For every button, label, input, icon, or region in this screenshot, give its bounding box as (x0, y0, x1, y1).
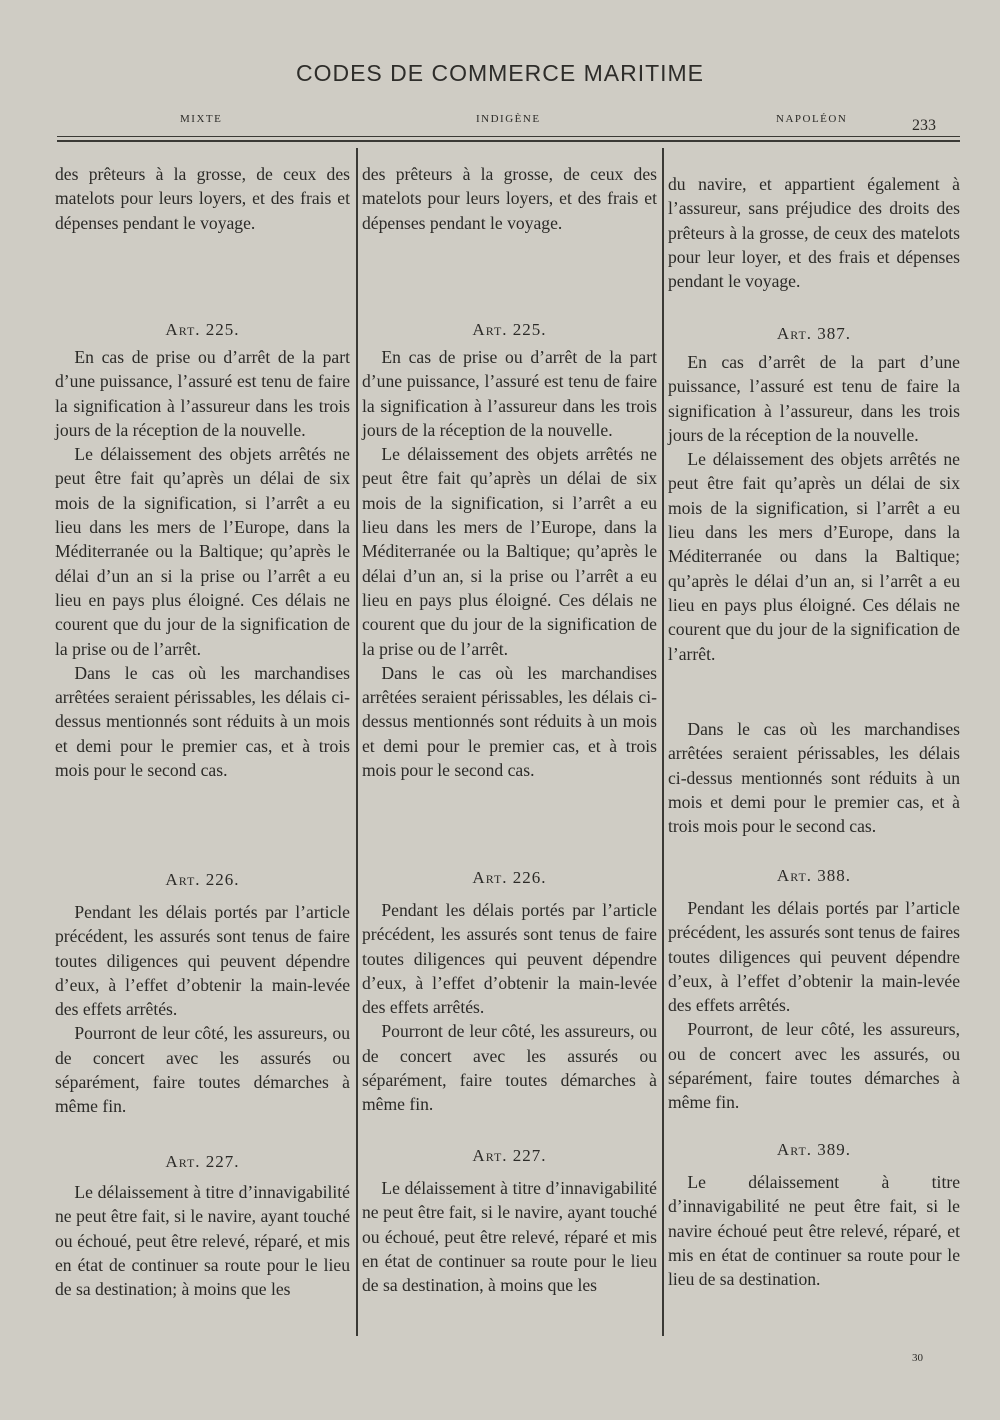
article-heading: Art. 227. (472, 1146, 547, 1165)
paragraph: En cas d’arrêt de la part d’une puissance, l’assuré est tenu de faire la signification à l’assureur, dans les trois jours de la réception de la nouvelle. (668, 352, 960, 445)
article-heading: Art. 226. (472, 868, 547, 887)
header-rule (57, 136, 960, 137)
paragraph: Pourront de leur côté, les assureurs, ou de concert avec les assurés ou séparément, faire toutes démarches à même fin. (362, 1021, 657, 1115)
page-title: CODES DE COMMERCE MARITIME (295, 60, 705, 86)
column-divider (662, 148, 664, 1336)
article-heading: Art. 225. (472, 320, 547, 339)
opening-text (668, 172, 960, 293)
article-body (362, 345, 657, 782)
paragraph: des prêteurs à la grosse, de ceux des matelots pour leurs loyers, et des frais et dépenses pendant le voyage. (55, 164, 350, 233)
column-divider (356, 148, 358, 1336)
paragraph: Pendant les délais portés par l’article précédent, les assurés sont tenus de faire toutes diligences qui peuvent dépendre d’eux, à l’effet d’obtenir la main-levée des effets arrêtés. (55, 902, 350, 1020)
column-label-mixte: MIXTE (180, 113, 223, 125)
paragraph: Pendant les délais portés par l’article précédent, les assurés sont tenus de faires toutes diligences qui peuvent dépendre d’eux, à l’effet d’obtenir la main-levée des effets arrêtés. (668, 898, 960, 1016)
paragraph: Pourront de leur côté, les assureurs, ou de concert avec les assurés ou séparément, faire toutes démarches à même fin. (55, 1023, 350, 1117)
paragraph: Pendant les délais portés par l’article précédent, les assurés sont tenus de faire toutes diligences qui peuvent dépendre d’eux, à l’effet d’obtenir la main-levée des effets arrêtés. (362, 900, 657, 1018)
article-body (55, 1180, 350, 1301)
article-heading: Art. 226. (165, 870, 240, 889)
paragraph: Le délaissement à titre d’innavigabilité ne peut être fait, si le navire, ayant touché ou échoué, peut être relevé, réparé et mis en état de continuer sa route pour le lieu de sa destination, à moins que les (362, 1178, 657, 1296)
article-body (668, 896, 960, 1115)
article-body (668, 350, 960, 666)
signature-mark: 30 (912, 1352, 923, 1364)
article-body (668, 717, 960, 838)
paragraph: Pourront, de leur côté, les assureurs, ou de concert avec les assurés, ou séparément, faire toutes démarches à même fin. (668, 1019, 960, 1113)
paragraph: Dans le cas où les marchandises arrêtées seraient périssables, les délais ci-dessus mentionnés sont réduits à un mois et demi pour le premier cas, et à trois mois pour le second cas. (668, 719, 960, 837)
paragraph: Le délaissement à titre d’innavigabilité ne peut être fait, si le navire, ayant touché ou échoué, peut être relevé, réparé, et mis en état de continuer sa route pour le lieu de sa destination; à moins que les (55, 1182, 350, 1300)
article-body (55, 345, 350, 782)
paragraph: Dans le cas où les marchandises arrêtées seraient périssables, les délais ci-dessus mentionnés sont réduits à un mois et demi pour le premier cas, et à trois mois pour le second cas. (55, 662, 350, 781)
opening-text (55, 162, 350, 235)
paragraph: des prêteurs à la grosse, de ceux des matelots pour leurs loyers, et des frais et dépenses pendant le voyage. (362, 164, 657, 233)
paragraph: du navire, et appartient également à l’assureur, sans préjudice des droits des prêteurs à la grosse, de ceux des matelots pour leur loyer, et des frais et dépenses pendant le voyage. (668, 174, 960, 292)
paragraph: Le délaissement à titre d’innavigabilité ne peut être fait, si le navire échoué peut être relevé, réparé, et mis en état de continuer sa route pour le lieu de sa destination. (668, 1172, 960, 1290)
article-body (668, 1170, 960, 1291)
page-number: 233 (912, 117, 936, 134)
article-heading: Art. 388. (776, 866, 852, 885)
opening-text (362, 162, 657, 235)
paragraph: En cas de prise ou d’arrêt de la part d’une puissance, l’assuré est tenu de faire la signification à l’assureur dans les trois jours de la réception de la nouvelle. (362, 347, 657, 440)
column-label-indigene: INDIGÈNE (476, 113, 541, 125)
paragraph: Le délaissement des objets arrêtés ne peut être fait qu’après un délai de six mois de la signification, si l’arrêt a eu lieu dans les mers de l’Europe, dans la Méditerranée ou la Baltique; qu’après le délai d’un an, si la prise ou l’arrêt a eu lieu en pays plus éloigné. Ces délais ne courent que du jour de la signification de la prise ou de l’arrêt. (362, 444, 657, 659)
paragraph: Dans le cas où les marchandises arrêtées seraient périssables, les délais ci-dessus mentionnés sont réduits à un mois et demi pour le premier cas, et à trois mois pour le second cas. (362, 662, 657, 781)
article-body (362, 898, 657, 1117)
header-rule-double (57, 140, 960, 142)
paragraph: En cas de prise ou d’arrêt de la part d’une puissance, l’assuré est tenu de faire la signification à l’assureur dans les trois jours de la réception de la nouvelle. (55, 347, 350, 440)
article-heading: Art. 387. (776, 324, 852, 343)
paragraph: Le délaissement des objets arrêtés ne peut être fait qu’après un délai de six mois de la signification, si l’arrêt a eu lieu dans les mers de l’Europe, dans la Méditerranée ou la Baltique; qu’après le délai d’un an si la prise ou l’arrêt a eu lieu en pays plus éloigné. Ces délais ne courent que du jour de la signification de la prise ou de l’arrêt. (55, 444, 350, 659)
article-heading: Art. 389. (776, 1140, 852, 1159)
article-body (55, 900, 350, 1119)
column-label-napoleon: NAPOLÉON (776, 113, 848, 125)
article-heading: Art. 227. (165, 1152, 240, 1171)
article-body (362, 1176, 657, 1297)
paragraph: Le délaissement des objets arrêtés ne peut être fait qu’après un délai de six mois de la signification, si l’arrêt a eu lieu dans les mers d’Europe, dans la Méditerranée ou dans la Baltique; qu’après le délai d’un an, si l’arrêt a eu lieu en pays plus éloigné. Ces délais ne courent que du jour de la signification de l’arrêt. (668, 449, 960, 664)
article-heading: Art. 225. (165, 320, 240, 339)
